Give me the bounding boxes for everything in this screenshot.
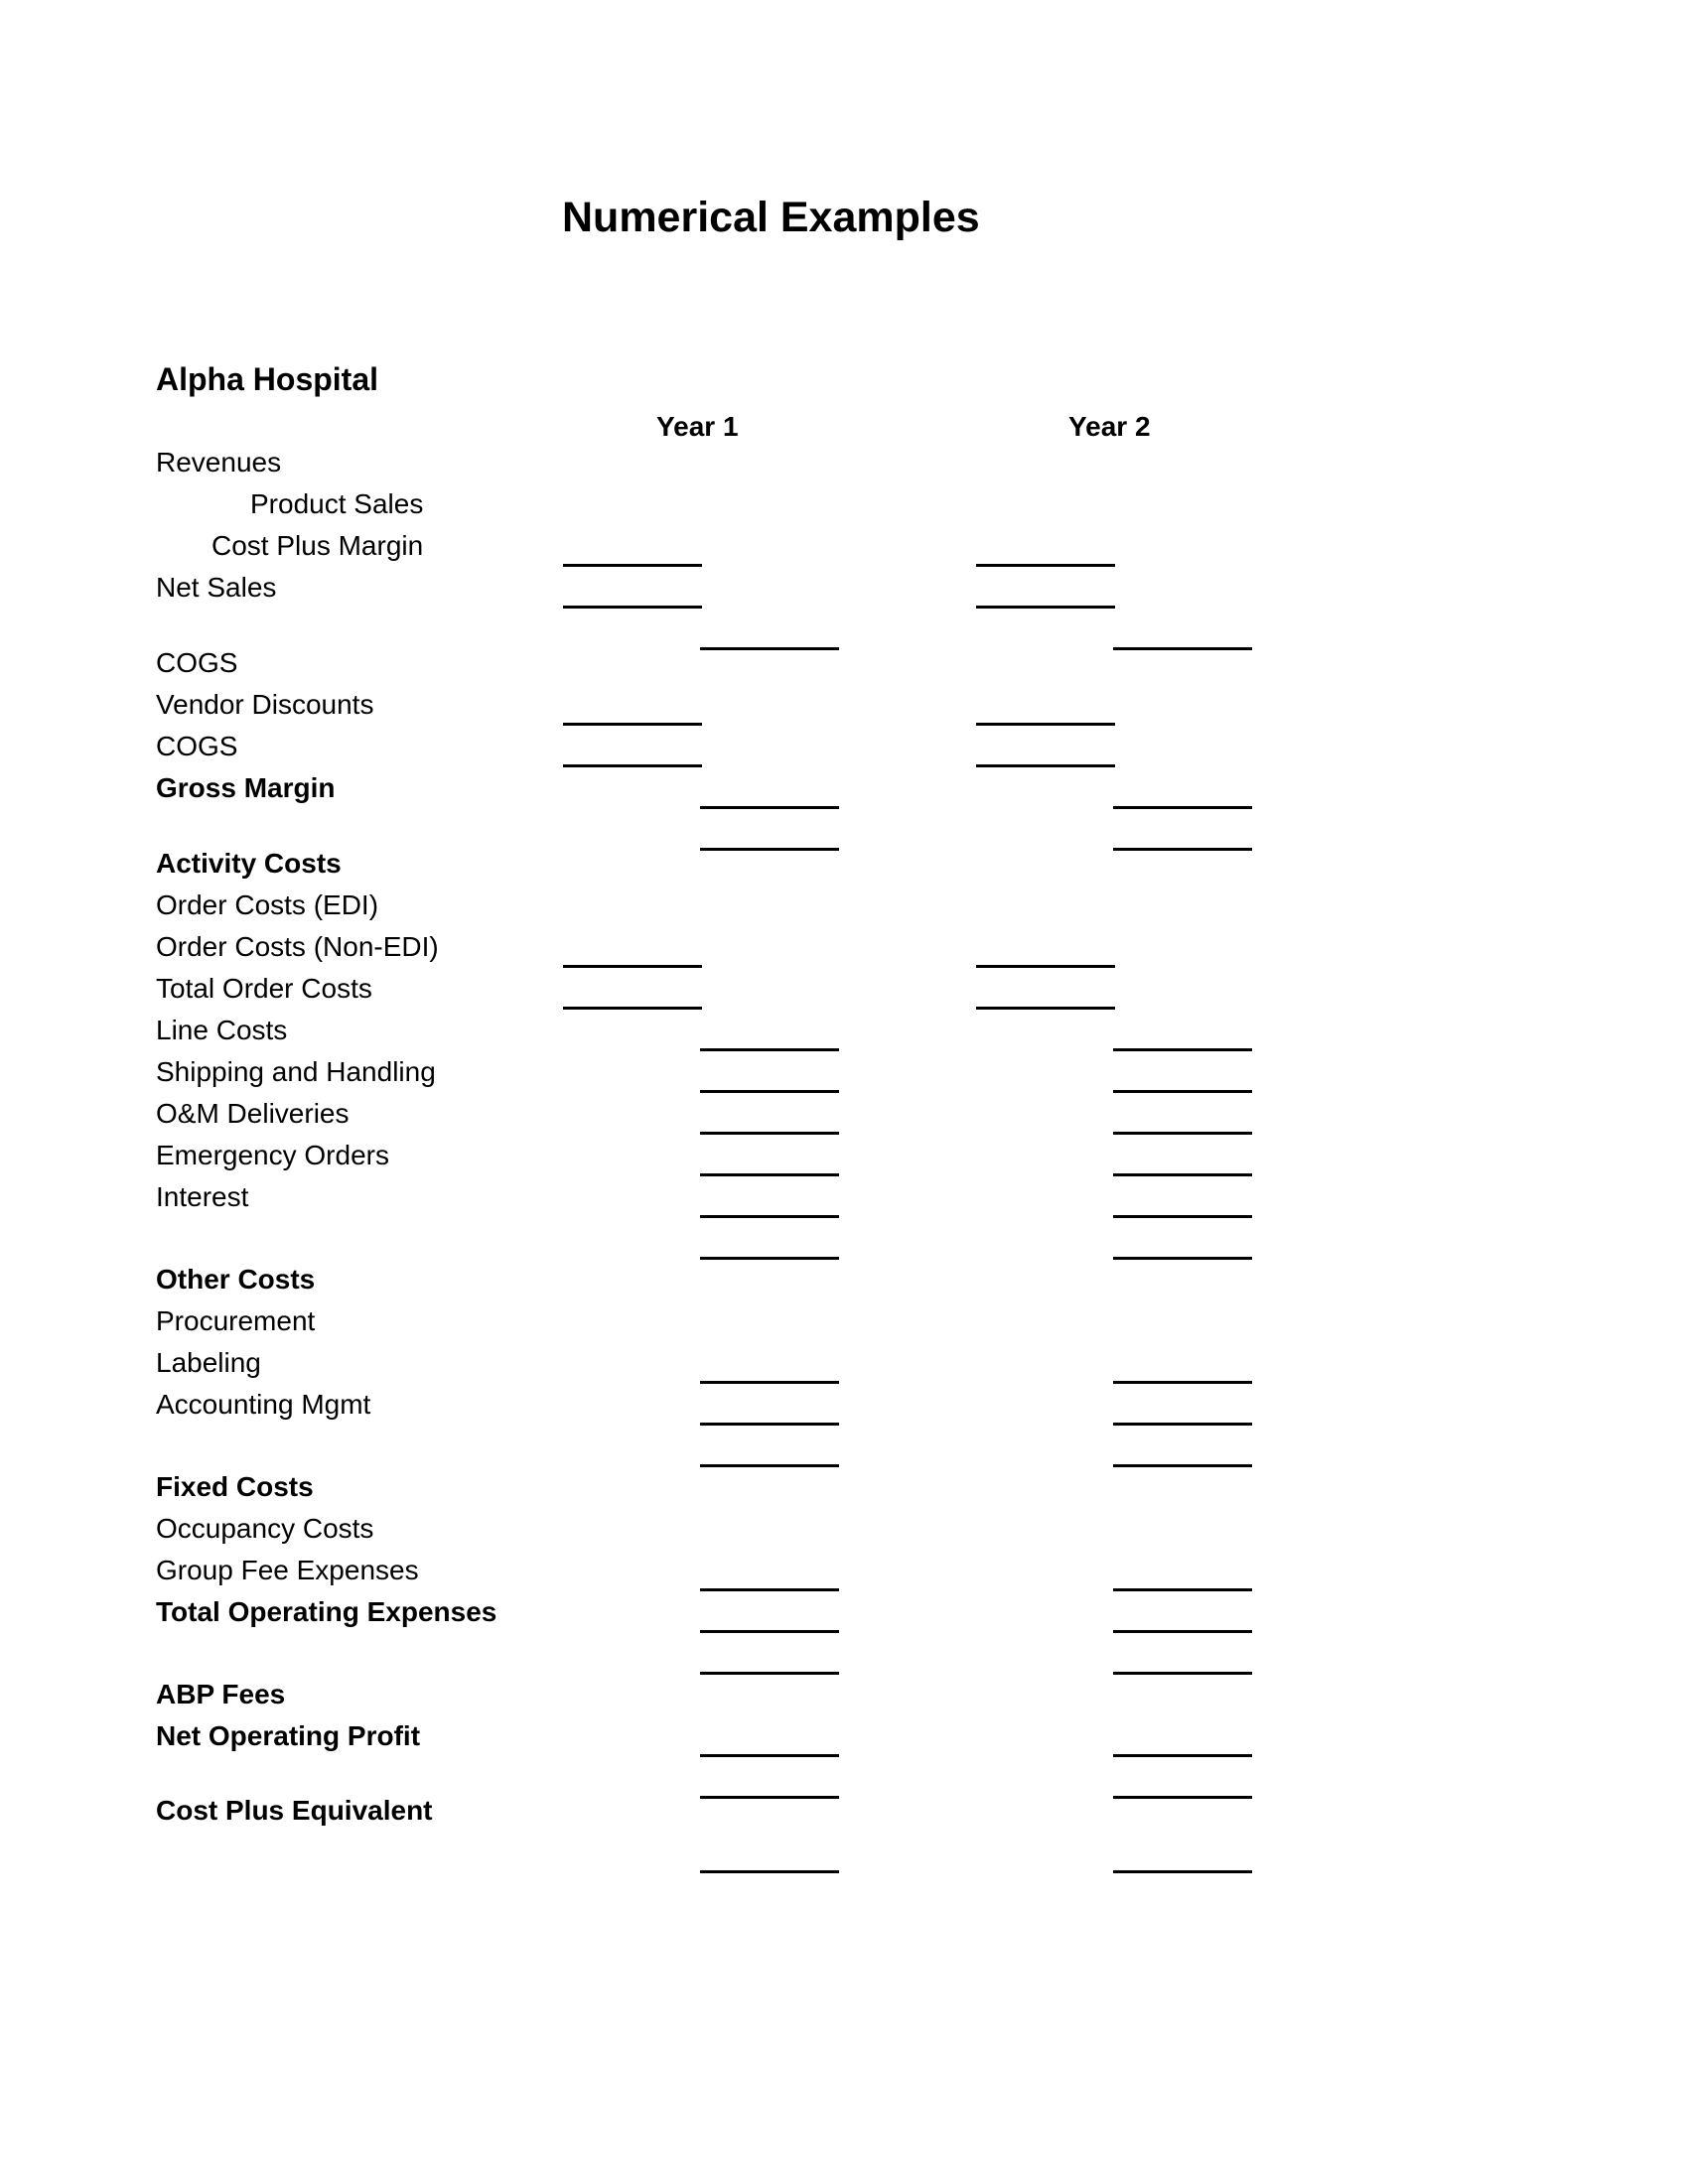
row-label-line-costs: Line Costs [156,1015,288,1045]
blank-line-year-2 [1113,1090,1252,1093]
blank-line-year-2 [1113,1588,1252,1591]
row-label-procurement: Procurement [156,1305,316,1336]
blank-line-year-2 [1113,1754,1252,1757]
blank-line-year-1 [700,1423,839,1426]
blank-line-year-2 [1113,647,1252,650]
row-label-order-costs-non-edi: Order Costs (Non-EDI) [156,931,439,962]
blank-line-year-2 [1113,1423,1252,1426]
row-label-other-costs: Other Costs [156,1264,316,1295]
row-label-revenues: Revenues [156,447,282,478]
column-header-year-2: Year 2 [1068,411,1151,442]
row-label-gross-margin: Gross Margin [156,772,336,803]
page-title: Numerical Examples [562,194,980,241]
blank-line-year-1 [563,606,702,609]
row-label-abp-fees: ABP Fees [156,1679,286,1709]
blank-line-year-2 [1113,1796,1252,1799]
row-label-fixed-costs: Fixed Costs [156,1471,314,1502]
blank-line-year-1 [563,1007,702,1010]
blank-line-year-2 [976,1007,1115,1010]
blank-line-year-2 [1113,1630,1252,1633]
blank-line-year-1 [563,764,702,767]
blank-line-year-2 [1113,1464,1252,1467]
row-label-group-fee-expenses: Group Fee Expenses [156,1555,419,1585]
row-label-net-operating-profit: Net Operating Profit [156,1720,421,1751]
blank-line-year-1 [700,1173,839,1176]
row-label-emergency-orders: Emergency Orders [156,1140,389,1170]
blank-line-year-1 [700,1464,839,1467]
blank-line-year-1 [700,647,839,650]
row-label-labeling: Labeling [156,1347,261,1378]
blank-line-year-1 [700,1588,839,1591]
blank-line-year-1 [700,1381,839,1384]
blank-line-year-2 [1113,1132,1252,1135]
blank-line-year-2 [1113,848,1252,851]
blank-line-year-1 [700,1090,839,1093]
row-label-total-order-costs: Total Order Costs [156,973,372,1004]
row-label-interest: Interest [156,1181,249,1212]
row-label-o-m-deliveries: O&M Deliveries [156,1098,350,1129]
row-label-occupancy-costs: Occupancy Costs [156,1513,374,1544]
row-label-cost-plus-equivalent: Cost Plus Equivalent [156,1795,433,1826]
blank-line-year-1 [563,723,702,726]
blank-line-year-2 [1113,806,1252,809]
blank-line-year-1 [700,1870,839,1873]
row-label-cogs: COGS [156,647,238,678]
blank-line-year-2 [1113,1173,1252,1176]
row-label-cogs: COGS [156,731,238,761]
blank-line-year-1 [700,1754,839,1757]
blank-line-year-2 [976,965,1115,968]
blank-line-year-1 [700,848,839,851]
blank-line-year-1 [563,965,702,968]
blank-line-year-2 [976,723,1115,726]
row-label-order-costs-edi: Order Costs (EDI) [156,889,379,920]
blank-line-year-2 [1113,1257,1252,1260]
blank-line-year-2 [1113,1381,1252,1384]
blank-line-year-2 [1113,1672,1252,1675]
blank-line-year-1 [700,1215,839,1218]
blank-line-year-1 [700,1257,839,1260]
blank-line-year-1 [700,1630,839,1633]
row-label-net-sales: Net Sales [156,572,277,603]
blank-line-year-1 [700,806,839,809]
blank-line-year-1 [563,564,702,567]
blank-line-year-2 [1113,1870,1252,1873]
organization-heading: Alpha Hospital [156,361,379,397]
column-header-year-1: Year 1 [656,411,739,442]
blank-line-year-2 [976,764,1115,767]
blank-line-year-1 [700,1048,839,1051]
row-label-vendor-discounts: Vendor Discounts [156,689,374,720]
row-label-product-sales: Product Sales [250,488,424,519]
blank-line-year-2 [976,564,1115,567]
blank-line-year-1 [700,1796,839,1799]
row-label-accounting-mgmt: Accounting Mgmt [156,1389,371,1420]
blank-line-year-2 [976,606,1115,609]
blank-line-year-2 [1113,1215,1252,1218]
row-label-total-operating-expenses: Total Operating Expenses [156,1596,497,1627]
blank-line-year-1 [700,1672,839,1675]
blank-line-year-2 [1113,1048,1252,1051]
blank-line-year-1 [700,1132,839,1135]
row-label-shipping-and-handling: Shipping and Handling [156,1056,436,1087]
row-label-cost-plus-margin: Cost Plus Margin [211,530,424,561]
row-label-activity-costs: Activity Costs [156,848,342,879]
